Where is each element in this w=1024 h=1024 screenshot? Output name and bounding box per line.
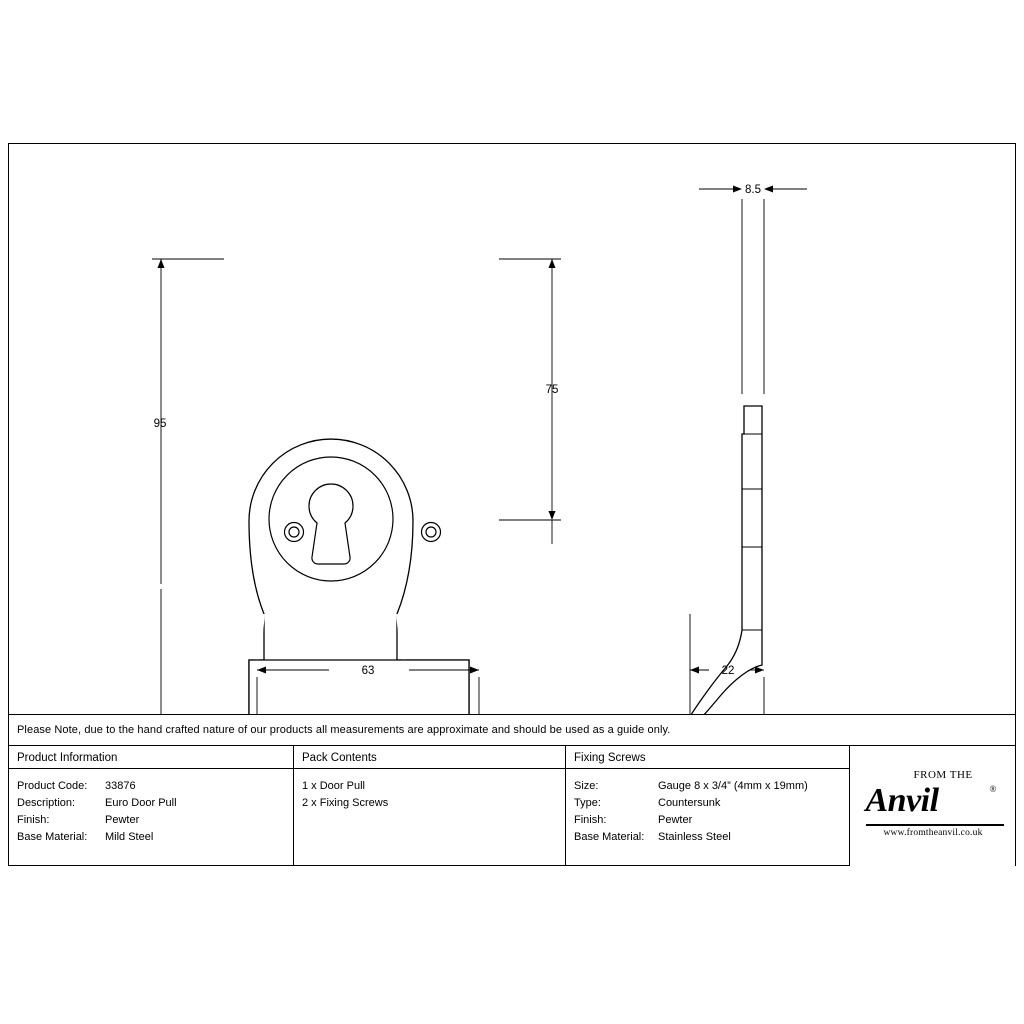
product-information-column xyxy=(9,746,294,866)
logo-brand-text: Anvil xyxy=(865,782,939,819)
screw-finish-value: Pewter xyxy=(658,814,693,826)
dim-label-95: 95 xyxy=(153,418,167,430)
logo-column xyxy=(850,746,1015,866)
front-view xyxy=(249,439,469,714)
note-bar xyxy=(9,714,1015,746)
pack-contents-body xyxy=(294,769,565,812)
screw-base-material-row xyxy=(574,829,849,846)
finish-value: Pewter xyxy=(105,814,140,826)
drawing-area xyxy=(9,144,1015,714)
info-row xyxy=(9,746,1015,866)
product-information-body xyxy=(9,769,293,846)
base-material-value: Mild Steel xyxy=(105,831,154,843)
screw-finish-row xyxy=(574,812,849,829)
logo-url-text: www.fromtheanvil.co.uk xyxy=(883,828,983,838)
screw-size-value: Gauge 8 x 3/4” (4mm x 19mm) xyxy=(658,780,808,792)
base-material-label: Base Material: xyxy=(17,831,88,843)
description-value: Euro Door Pull xyxy=(105,797,177,809)
logo-divider xyxy=(866,824,1004,826)
product-information-header: Product Information xyxy=(9,746,293,769)
pack-contents-header: Pack Contents xyxy=(294,746,565,769)
screw-size-label: Size: xyxy=(574,780,599,792)
note-text: Please Note, due to the hand crafted nature of our products all measurements are approximate and should be used as a guide only. xyxy=(17,724,671,736)
description-row xyxy=(17,795,293,812)
screw-type-row xyxy=(574,795,849,812)
screw-size-row xyxy=(574,778,849,795)
description-label: Description: xyxy=(17,797,76,809)
base-material-row xyxy=(17,829,293,846)
logo-registered-icon: ® xyxy=(989,784,997,794)
finish-row xyxy=(17,812,293,829)
logo-from-the-text: FROM THE xyxy=(913,769,973,781)
pack-line-2: 2 x Fixing Screws xyxy=(302,797,389,809)
brand-logo xyxy=(850,746,1015,866)
dim-label-8-5: 8.5 xyxy=(745,184,761,196)
fixing-screws-header: Fixing Screws xyxy=(566,746,849,769)
screw-finish-label: Finish: xyxy=(574,814,607,826)
pack-line-1: 1 x Door Pull xyxy=(302,780,365,792)
screw-type-label: Type: xyxy=(574,797,601,809)
screw-type-value: Countersunk xyxy=(658,797,721,809)
product-code-value: 33876 xyxy=(105,780,136,792)
drawing-sheet xyxy=(8,143,1016,866)
pack-contents-column xyxy=(294,746,566,866)
dim-label-75: 75 xyxy=(545,384,559,396)
dim-label-63: 63 xyxy=(361,665,375,677)
product-code-row xyxy=(17,778,293,795)
fixing-screws-body xyxy=(566,769,849,846)
screw-base-material-label: Base Material: xyxy=(574,831,645,843)
technical-drawing-svg xyxy=(9,144,1015,714)
finish-label: Finish: xyxy=(17,814,50,826)
dim-label-22: 22 xyxy=(721,665,735,677)
fixing-screws-column xyxy=(566,746,850,866)
product-code-label: Product Code: xyxy=(17,780,88,792)
screw-base-material-value: Stainless Steel xyxy=(658,831,731,843)
